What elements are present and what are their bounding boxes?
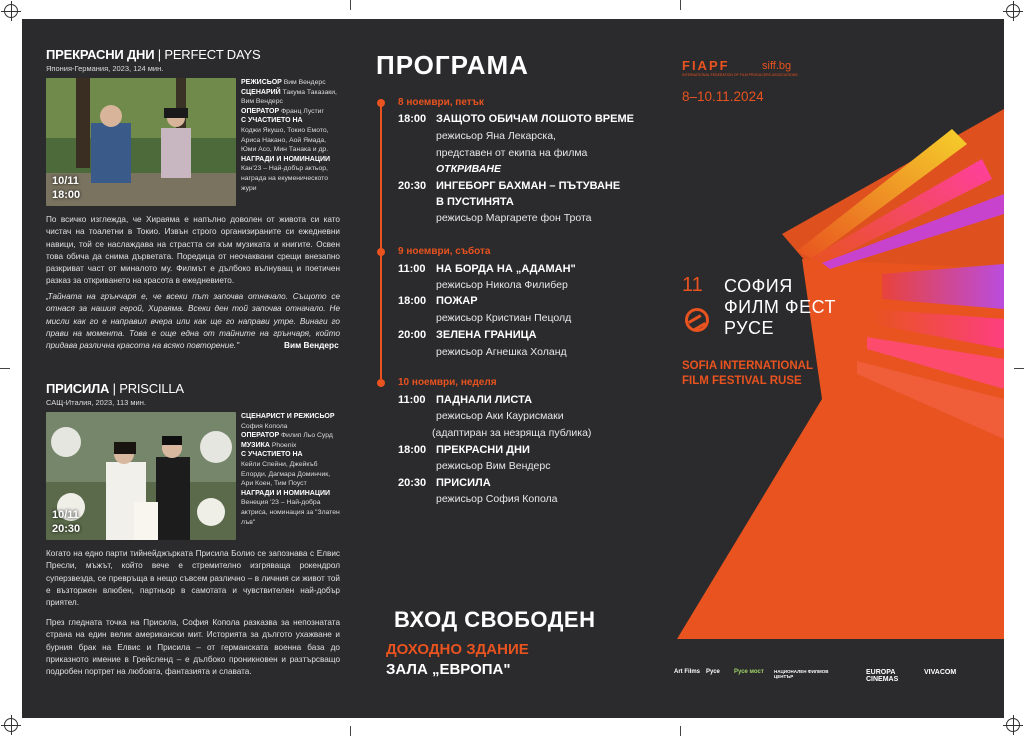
- partner-logo-1: Art Films: [674, 669, 701, 675]
- venue-building: ДОХОДНО ЗДАНИЕ: [386, 641, 529, 658]
- film-reel-icon: [685, 308, 709, 332]
- day3-film-1: ПАДНАЛИ ЛИСТА: [436, 394, 533, 406]
- film2-title: ПРИСИЛА | PRISCILLA: [46, 381, 184, 396]
- day2-film-1: НА БОРДА НА „АДАМАН": [436, 263, 576, 275]
- day1-note-1: представен от екипа на филма: [436, 147, 588, 159]
- day1-dot: [377, 99, 385, 107]
- day3-director-3: режисьор София Копола: [436, 493, 558, 505]
- film1-title: ПРЕКРАСНИ ДНИ | PERFECT DAYS: [46, 47, 261, 62]
- crop-mark: [0, 368, 10, 369]
- festival-dates: 8–10.11.2024: [682, 89, 764, 104]
- partner-logo-2: Русе: [706, 669, 720, 675]
- day2-film-3: ЗЕЛЕНА ГРАНИЦА: [436, 329, 537, 341]
- partner-logo-3: Русе мост: [734, 669, 764, 675]
- day2-director-1: режисьор Никола Филибер: [436, 279, 568, 291]
- film2-screening-time: 20:30: [52, 523, 81, 535]
- day1-film-1: ЗАЩОТО ОБИЧАМ ЛОШОТО ВРЕМЕ: [436, 113, 634, 125]
- day1-label: 8 ноември, петък: [398, 97, 484, 108]
- film1-quote-author: Вим Вендерс: [284, 340, 339, 350]
- day3-label: 10 ноември, неделя: [398, 377, 497, 388]
- film2-screening-date: 10/11: [52, 509, 79, 521]
- festival-name-line3: РУСЕ: [724, 318, 775, 338]
- registration-mark-bottom-left: [4, 718, 18, 732]
- film2-synopsis-2: През гледната точка на Присила, София Копола разказва за непознатата страна на един велик американски мит. Историята за дългото ухажване и бурния брак на Елвис и Присила – от германската военна база до приказното имение в Грейсленд – е дълбоко проникновен и разтърсващо подробен портрет на любовта, фантазията и славата.: [46, 618, 340, 677]
- festival-name: [724, 276, 836, 339]
- film2-meta: САЩ-Италия, 2023, 113 мин.: [46, 398, 146, 407]
- crop-mark: [350, 726, 351, 736]
- film2-synopsis-1: Когато на едно парти тийнейджърката Присила Болио се запознава с Елвис Пресли, мъжът, който вече е стремително изгряваща рокендрол суперзвезда, се превръща в нещо съвсем различно – в личния си живот той е възторжен влюбен, партньор в самотата и чувствителен най-добър приятел.: [46, 549, 340, 608]
- festival-edition-number: 11: [682, 274, 703, 296]
- festival-en-line2: FILM FESTIVAL RUSE: [682, 375, 802, 387]
- day3-time-1: 11:00: [398, 394, 426, 406]
- day2-time-2: 18:00: [398, 295, 427, 307]
- festival-name-line1: СОФИЯ: [724, 276, 793, 296]
- film1-meta: Япония-Германия, 2023, 124 мин.: [46, 64, 164, 73]
- registration-mark-top-left: [4, 4, 18, 18]
- day1-director-1: режисьор Яна Лекарска,: [436, 130, 556, 142]
- festival-en-line1: SOFIA INTERNATIONAL: [682, 360, 813, 372]
- partner-logos: [652, 661, 1004, 691]
- day2-director-2: режисьор Кристиан Пецолд: [436, 312, 572, 324]
- film1-screening-date: 10/11: [52, 175, 79, 187]
- day1-film-2-line2: В ПУСТИНЯТА: [436, 196, 514, 208]
- day3-director-1: режисьор Аки Каурисмаки: [436, 410, 564, 422]
- film2-still-photo: [46, 412, 236, 540]
- day3-time-2: 18:00: [398, 444, 427, 456]
- partner-logo-5: EUROPA CINEMAS: [866, 669, 899, 683]
- film1-credits: РЕЖИСЬОР Вим Вендерс СЦЕНАРИЙ Такума Таказаки, Вим Вендерс ОПЕРАТОР Франц Лустиг С УЧАСТИЕТО НА Коджи Якушо, Токио Емото, Ариса Накано, Аой Ямада, Юми Асо, Мин Танака и др. НАГРАДИ И НОМИНАЦИИ Кан'23 – Най-добър актьор, награда на екуменическото жури: [241, 79, 337, 192]
- film1-quote: „Тайната на грънчаря е, че всеки път започва отначало. Същото се отнася за нашия герой, Хираяма. Всеки ден той започва отначало. Не мисли как го е направил вчера или как ще го направи утре. Винаги го прави на момента. Това е още една от тайните на грънчаря, който придава различна красота на всяко повторение.": [46, 292, 340, 351]
- day1-director-2: режисьор Маргарете фон Трота: [436, 212, 592, 224]
- film2-screening-badge: [52, 508, 80, 536]
- day1-time-2: 20:30: [398, 180, 427, 192]
- day3-film-3: ПРИСИЛА: [436, 477, 491, 489]
- festival-panel: [652, 19, 1004, 718]
- day1-time-1: 18:00: [398, 113, 427, 125]
- fiapf-logo: FIAPF: [682, 58, 730, 73]
- timeline-line: [380, 103, 382, 379]
- day3-note-1: (адаптиран за незрящa публика): [432, 427, 592, 439]
- program-title: ПРОГРАМА: [376, 50, 529, 80]
- registration-mark-bottom-right: [1006, 718, 1020, 732]
- crop-mark: [350, 0, 351, 10]
- venue-hall: ЗАЛА „ЕВРОПА": [386, 661, 511, 678]
- program-panel: [352, 19, 652, 718]
- day1-film-2-line1: ИНГЕБОРГ БАХМАН – ПЪТУВАНЕ: [436, 180, 621, 192]
- crop-mark: [680, 726, 681, 736]
- festival-website[interactable]: siff.bg: [762, 60, 792, 72]
- day3-dot: [377, 379, 385, 387]
- festival-name-line2: ФИЛМ ФЕСТ: [724, 297, 837, 317]
- film1-synopsis: По всичко изглежда, че Хираяма е напълно доволен от живота си като чистач на тоалетни в Токио. Извън строго организираните си ежедневни навици, той се наслаждава на страстта си към музиката и книгите. Освен това обича да снима дърветата. Поредица от неочаквани срещи внезапно разкриват част от миналото му. Филмът е дълбоко вълнуващ и поетичен разказ за откриването на красота в ежедневието.: [46, 215, 340, 286]
- film1-screening-badge: [52, 174, 80, 202]
- day1-opening-tag: ОТКРИВАНЕ: [436, 163, 501, 175]
- festival-name-english: [682, 359, 813, 389]
- day3-time-3: 20:30: [398, 477, 427, 489]
- day2-film-2: ПОЖАР: [436, 295, 478, 307]
- day2-time-3: 20:00: [398, 329, 427, 341]
- day3-film-2: ПРЕКРАСНИ ДНИ: [436, 444, 530, 456]
- registration-mark-top-right: [1006, 4, 1020, 18]
- film1-still-photo: [46, 78, 236, 206]
- fiapf-logo-subtitle: INTERNATIONAL FEDERATION OF FILM PRODUCERS ASSOCIATIONS: [682, 73, 798, 77]
- crop-mark: [1014, 368, 1024, 369]
- partner-logo-4: НАЦИОНАЛЕН ФИЛМОВ ЦЕНТЪР: [774, 669, 829, 679]
- film2-credits: СЦЕНАРИСТ И РЕЖИСЬОР София Копола ОПЕРАТОР Филип Льо Сурд МУЗИКА Phoenix С УЧАСТИЕТО НА Кейли Спейни, Джейкъб Елорди, Дагмара Доминчик, Ари Коен, Тим Поуст НАГРАДИ И НОМИНАЦИИ Венеция '23 – Най-добра актриса, номинация за "Златен лъв": [241, 413, 340, 526]
- free-entry-heading: ВХОД СВОБОДЕН: [394, 607, 596, 632]
- partner-logo-6: VIVACOM: [924, 669, 957, 676]
- day2-director-3: режисьор Агнешка Холанд: [436, 346, 567, 358]
- day2-label: 9 ноември, събота: [398, 246, 491, 257]
- brochure-sheet: [22, 19, 1004, 718]
- film1-screening-time: 18:00: [52, 189, 81, 201]
- day3-director-2: режисьор Вим Вендерс: [436, 460, 551, 472]
- day2-time-1: 11:00: [398, 263, 426, 275]
- day2-dot: [377, 248, 385, 256]
- left-panel: [22, 19, 342, 718]
- crop-mark: [680, 0, 681, 10]
